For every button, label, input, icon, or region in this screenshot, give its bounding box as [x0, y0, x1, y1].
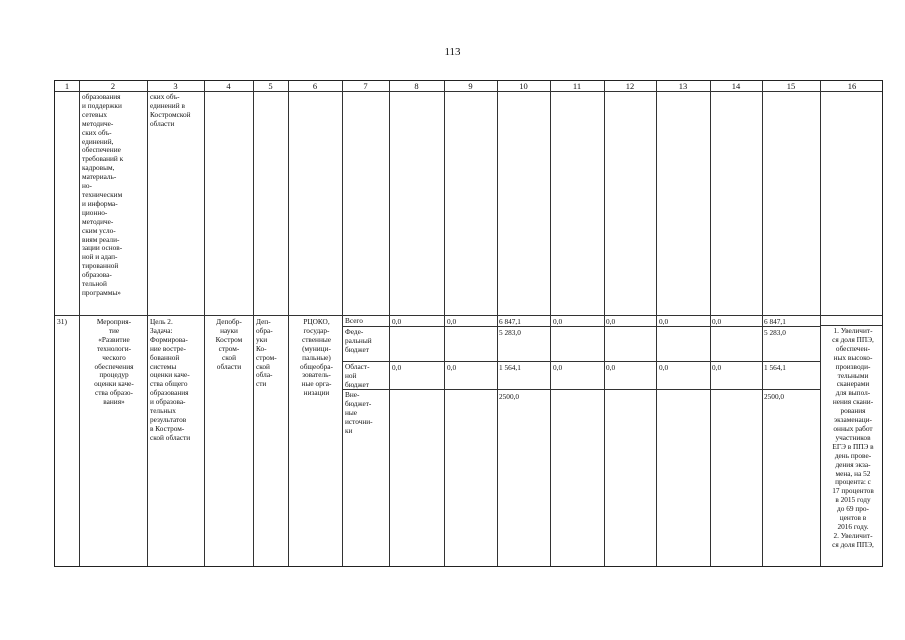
col-header: 14	[731, 81, 741, 91]
measure-name: Мероприя- тие «Развитие технологи- ческого обеспечения процедур оценки каче- ства образо- вания»	[94, 317, 134, 407]
coordinator: Депобр- науки Костром стром- ской области	[215, 317, 243, 371]
total-c13: 0,0	[659, 317, 669, 326]
regional-c8: 0,0	[392, 363, 402, 372]
federal-c15: 5 283,0	[764, 328, 786, 337]
total-c14: 0,0	[712, 317, 722, 326]
page-number: 113	[444, 46, 461, 58]
col-header: 5	[268, 81, 273, 91]
total-c15: 6 847,1	[764, 317, 786, 326]
source-federal: Феде- ральный бюджет	[345, 327, 372, 354]
total-c12: 0,0	[606, 317, 616, 326]
budget-table	[54, 80, 883, 567]
regional-c13: 0,0	[659, 363, 669, 372]
col-header: 1	[64, 81, 70, 91]
row-number: 31)	[57, 317, 67, 326]
federal-c10: 5 283,0	[499, 328, 521, 337]
col-header: 8	[414, 81, 419, 91]
total-c10: 6 847,1	[499, 317, 521, 326]
executors: РЦОКО, государ- ственные (муници- пальные) общеобра- зователь- ные орга- низации	[300, 317, 333, 398]
col-header: 13	[678, 81, 688, 91]
regional-c12: 0,0	[606, 363, 616, 372]
continuation-col3: ских объ- единений в Костромской области	[150, 92, 191, 128]
col-header: 7	[363, 81, 368, 91]
col-header: 16	[847, 81, 857, 91]
col-header: 11	[572, 81, 582, 91]
source-regional: Област- ной бюджет	[345, 362, 370, 389]
regional-c14: 0,0	[712, 363, 722, 372]
col-header: 2	[110, 81, 116, 91]
regional-c15: 1 564,1	[764, 363, 786, 372]
source-total: Всего	[345, 316, 363, 325]
expected-results: 1. Увеличит- ся доля ППЭ, обеспечен- ных высоко- производи- тельными сканерами для выпол- нения скани- рования экзаменаци- онных работ участников ЕГЭ в ППЭ в день прове- дения экза- мена, на 52 процента: с 17 процентов в 2015 году до 69 про- центов в 2016 году. 2. Увеличит- ся доля ППЭ,	[832, 326, 874, 549]
total-c8: 0,0	[392, 317, 402, 326]
goal-task: Цель 2. Задача: Формирова- ние востре- бованной системы оценки каче- ства общего образования и образова- тельных результатов в Костром- ской области	[150, 317, 191, 442]
extrabudget-c10: 2500,0	[499, 392, 520, 401]
col-header: 3	[173, 81, 178, 91]
col-header: 6	[312, 81, 318, 91]
continuation-col2: образования и поддержки сетевых методиче- ских объ- единений, обеспечение требований к кадровым, материаль- но- техническим и информа- ционно- методиче- ским усло- виям реали- зации основ- ной и адап- тированной образова- тельной программы»	[82, 92, 124, 297]
col-header: 10	[519, 81, 528, 91]
col-header: 4	[226, 81, 231, 91]
total-c9: 0,0	[447, 317, 457, 326]
col-header: 15	[786, 81, 796, 91]
regional-c10: 1 564,1	[499, 363, 521, 372]
extrabudget-c15: 2500,0	[764, 392, 785, 401]
col-header: 12	[625, 81, 635, 91]
col-header: 9	[468, 81, 473, 91]
source-extrabudget: Вне- бюджет- ные источни- ки	[345, 390, 373, 435]
total-c11: 0,0	[553, 317, 563, 326]
regional-c9: 0,0	[447, 363, 457, 372]
regional-c11: 0,0	[553, 363, 563, 372]
responsible: Деп- обра- уки Ко- стром- ской обла- сти	[256, 317, 277, 389]
